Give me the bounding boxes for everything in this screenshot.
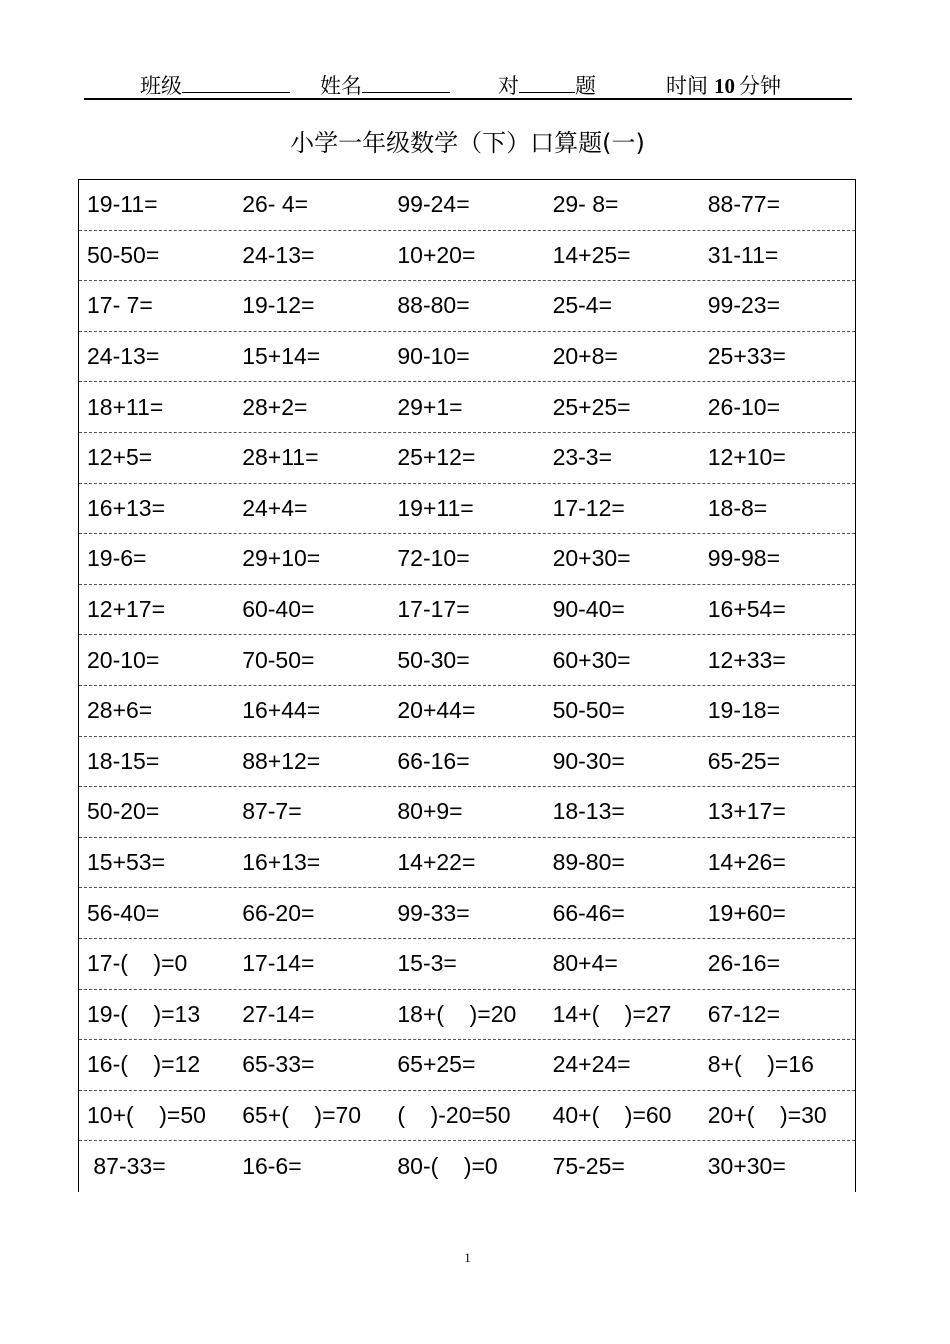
problem-cell: 88-80= [397, 292, 470, 319]
problem-cell: 25+12= [397, 444, 476, 471]
problem-cell: 13+17= [707, 798, 786, 825]
problem-cell: 15-3= [397, 950, 457, 977]
problem-cell: 14+22= [397, 849, 476, 876]
problem-cell: 65-33= [242, 1051, 315, 1078]
correct-label: 对 [498, 74, 519, 98]
problem-row [79, 686, 855, 737]
problem-row [79, 585, 855, 636]
problem-row [79, 534, 855, 585]
problem-cell: 20+44= [397, 697, 476, 724]
problem-cell: 14+26= [707, 849, 786, 876]
problem-cell: 60-40= [242, 596, 315, 623]
problem-cell: ( )-20=50 [397, 1101, 511, 1128]
problem-cell: 60+30= [552, 646, 631, 673]
problem-cell: 24+4= [242, 494, 308, 521]
problem-cell: 19-6= [87, 545, 147, 572]
problem-row [79, 787, 855, 838]
problem-cell: 25+25= [552, 393, 631, 420]
class-label: 班级 [140, 74, 182, 98]
problem-cell: 17-17= [397, 596, 470, 623]
problem-cell: 20+8= [552, 343, 618, 370]
problem-cell: 20+30= [552, 545, 631, 572]
problem-cell: 10+20= [397, 241, 476, 268]
problem-cell: 16+13= [87, 494, 166, 521]
problem-cell: 31-11= [707, 241, 779, 268]
worksheet-header [84, 70, 852, 100]
problem-cell: 25-4= [552, 292, 613, 319]
problem-cell: 16+44= [242, 697, 321, 724]
problem-cell: 8+( )=16 [707, 1051, 814, 1078]
problem-cell: 27-14= [242, 1000, 315, 1027]
problem-cell: 14+25= [552, 241, 631, 268]
problem-cell: 80-( )=0 [397, 1153, 498, 1180]
problem-cell: 17- 7= [87, 292, 153, 319]
problem-cell: 65-25= [707, 747, 781, 774]
problem-cell: 18-8= [707, 494, 768, 521]
problem-cell: 65+25= [397, 1051, 476, 1078]
name-label: 姓名 [320, 74, 362, 98]
problem-cell: 87-33= [87, 1153, 166, 1180]
problem-cell: 12+17= [87, 596, 166, 623]
problem-row [79, 231, 855, 282]
problem-cell: 28+11= [242, 444, 319, 471]
problem-cell: 26-16= [707, 950, 781, 977]
correct-count-blank[interactable] [519, 72, 575, 93]
problem-cell: 19+60= [707, 899, 786, 926]
problem-cell: 18-15= [87, 747, 160, 774]
problem-cell: 50-30= [397, 646, 470, 673]
correct-count-field [498, 70, 596, 100]
problem-cell: 99-23= [707, 292, 781, 319]
problem-cell: 88+12= [242, 747, 321, 774]
problem-cell: 66-16= [397, 747, 470, 774]
problem-row [79, 635, 855, 686]
problem-cell: 80+9= [397, 798, 463, 825]
problem-row [79, 737, 855, 788]
problem-cell: 19-( )=13 [87, 1000, 201, 1027]
class-blank[interactable] [182, 72, 290, 93]
problem-cell: 50-50= [552, 697, 625, 724]
problem-cell: 20+( )=30 [707, 1101, 827, 1128]
problem-cell: 15+53= [87, 849, 166, 876]
problem-row [79, 433, 855, 484]
problem-cell: 90-10= [397, 343, 470, 370]
problem-row [79, 332, 855, 383]
problem-row [79, 1091, 855, 1142]
problem-cell: 50-50= [87, 241, 160, 268]
problem-cell: 29+1= [397, 393, 463, 420]
problem-cell: 24+24= [552, 1051, 631, 1078]
problem-cell: 15+14= [242, 343, 321, 370]
problem-cell: 24-13= [242, 241, 315, 268]
problem-cell: 90-40= [552, 596, 625, 623]
problem-cell: 23-3= [552, 444, 613, 471]
problem-cell: 28+2= [242, 393, 308, 420]
problem-cell: 66-46= [552, 899, 625, 926]
problem-cell: 30+30= [707, 1153, 786, 1180]
problem-cell: 16-6= [242, 1153, 302, 1180]
problem-row [79, 1040, 855, 1091]
problem-cell: 99-24= [397, 191, 470, 218]
problem-cell: 99-33= [397, 899, 470, 926]
problem-cell: 70-50= [242, 646, 315, 673]
problem-row [79, 180, 855, 231]
time-label: 时间 [666, 74, 708, 98]
problem-cell: 12+33= [707, 646, 786, 673]
problem-cell: 12+5= [87, 444, 153, 471]
page-number: 1 [464, 1250, 471, 1265]
name-blank[interactable] [362, 72, 450, 93]
worksheet-title: 小学一年级数学（下）口算题(一) [290, 129, 645, 157]
problem-cell: 14+( )=27 [552, 1000, 672, 1027]
problem-cell: 29+10= [242, 545, 321, 572]
problem-cell: 16+54= [707, 596, 786, 623]
problem-cell: 24-13= [87, 343, 160, 370]
name-field [320, 70, 450, 100]
problem-cell: 56-40= [87, 899, 160, 926]
problem-cell: 88-77= [707, 191, 781, 218]
problem-cell: 17-14= [242, 950, 315, 977]
problem-cell: 19-12= [242, 292, 315, 319]
problem-row [79, 888, 855, 939]
problem-cell: 10+( )=50 [87, 1101, 206, 1128]
problem-cell: 80+4= [552, 950, 618, 977]
problem-cell: 66-20= [242, 899, 315, 926]
problem-cell: 19-18= [707, 697, 781, 724]
question-label: 题 [575, 74, 596, 98]
problem-cell: 16+13= [242, 849, 321, 876]
problem-row [79, 990, 855, 1041]
problem-cell: 40+( )=60 [552, 1101, 672, 1128]
problem-cell: 18-13= [552, 798, 625, 825]
class-field [140, 70, 290, 100]
problem-cell: 18+( )=20 [397, 1000, 517, 1027]
time-unit: 分钟 [739, 74, 781, 98]
problem-cell: 90-30= [552, 747, 625, 774]
problem-cell: 17-( )=0 [87, 950, 188, 977]
problem-grid [78, 179, 856, 1192]
problem-cell: 18+11= [87, 393, 164, 420]
problem-cell: 25+33= [707, 343, 786, 370]
problem-cell: 28+6= [87, 697, 153, 724]
problem-cell: 16-( )=12 [87, 1051, 201, 1078]
problem-cell: 67-12= [707, 1000, 781, 1027]
problem-row [79, 484, 855, 535]
problem-cell: 87-7= [242, 798, 302, 825]
problem-cell: 75-25= [552, 1153, 625, 1180]
problem-cell: 17-12= [552, 494, 625, 521]
problem-row [79, 939, 855, 990]
problem-cell: 19+11= [397, 494, 474, 521]
problem-cell: 65+( )=70 [242, 1101, 362, 1128]
time-value: 10 [708, 74, 739, 100]
problem-cell: 20-10= [87, 646, 160, 673]
problem-row [79, 281, 855, 332]
problem-cell: 89-80= [552, 849, 625, 876]
problem-cell: 99-98= [707, 545, 781, 572]
problem-row [79, 382, 855, 433]
problem-cell: 26- 4= [242, 191, 309, 218]
problem-cell: 26-10= [707, 393, 781, 420]
problem-cell: 12+10= [707, 444, 786, 471]
problem-cell: 29- 8= [552, 191, 619, 218]
problem-cell: 72-10= [397, 545, 470, 572]
problem-row [79, 838, 855, 889]
time-field [666, 70, 781, 100]
problem-row [79, 1141, 855, 1192]
problem-cell: 50-20= [87, 798, 160, 825]
problem-cell: 19-11= [87, 191, 158, 218]
